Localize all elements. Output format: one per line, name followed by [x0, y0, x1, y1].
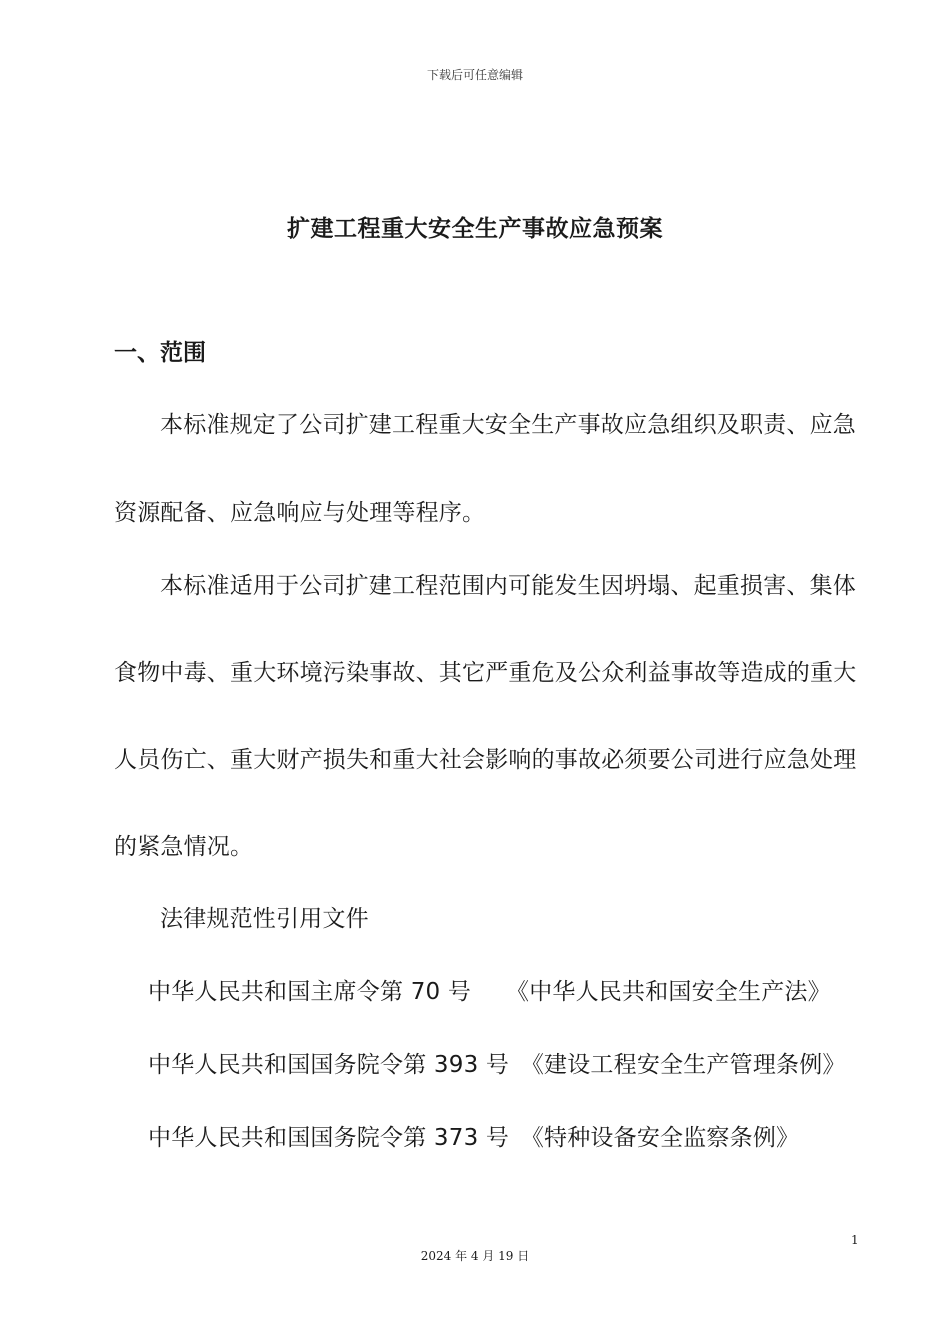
legal-ref-item: 中华人民共和国国务院令第 393 号 《建设工程安全生产管理条例》 — [148, 1052, 846, 1078]
legal-refs-heading: 法律规范性引用文件 — [160, 906, 369, 932]
paragraph-line: 资源配备、应急响应与处理等程序。 — [114, 500, 486, 526]
page-number: 1 — [851, 1233, 859, 1247]
paragraph-line: 人员伤亡、重大财产损失和重大社会影响的事故必须要公司进行应急处理 — [114, 747, 857, 773]
legal-ref-item: 中华人民共和国主席令第 70 号 《中华人民共和国安全生产法》 — [148, 979, 831, 1005]
legal-ref-item: 中华人民共和国国务院令第 373 号 《特种设备安全监察条例》 — [148, 1125, 800, 1151]
document-title: 扩建工程重大安全生产事故应急预案 — [287, 216, 663, 242]
paragraph-line: 的紧急情况。 — [114, 834, 254, 860]
section-heading-scope: 一、范围 — [114, 340, 206, 366]
paragraph-line: 本标准规定了公司扩建工程重大安全生产事故应急组织及职责、应急 — [160, 412, 856, 438]
paragraph-line: 食物中毒、重大环境污染事故、其它严重危及公众利益事故等造成的重大 — [114, 660, 857, 686]
paragraph-line: 本标准适用于公司扩建工程范围内可能发生因坍塌、起重损害、集体 — [160, 573, 856, 599]
page-header: 下载后可任意编辑 — [426, 68, 523, 82]
footer-date: 2024 年 4 月 19 日 — [420, 1249, 530, 1263]
